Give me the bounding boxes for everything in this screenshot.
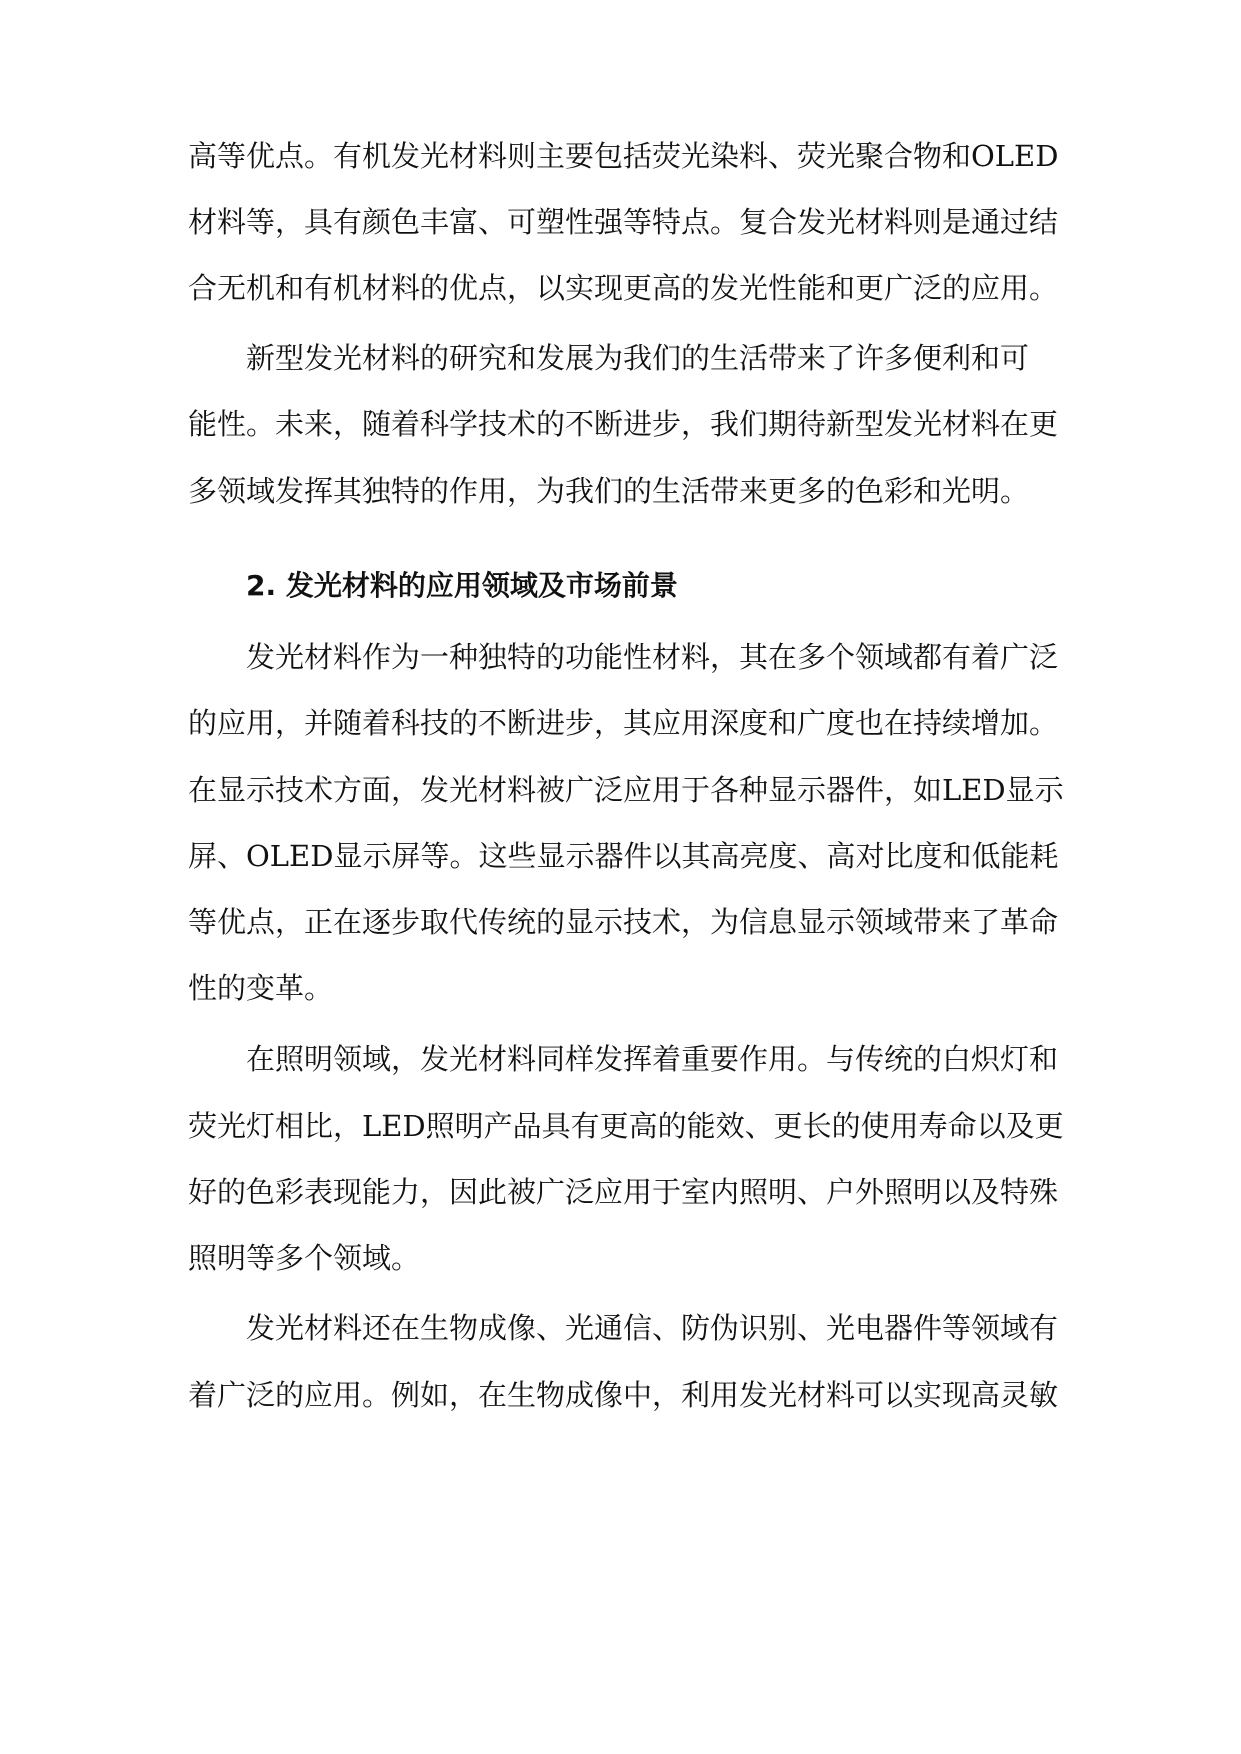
text-line: 的应用，并随着科技的不断进步，其应用深度和广度也在持续增加。 bbox=[188, 706, 1059, 740]
text-line: 着广泛的应用。例如，在生物成像中，利用发光材料可以实现高灵敏 bbox=[188, 1378, 1059, 1412]
section-heading: 2. 发光材料的应用领域及市场前景 bbox=[246, 569, 678, 602]
text-line: 材料等，具有颜色丰富、可塑性强等特点。复合发光材料则是通过结 bbox=[188, 205, 1059, 239]
text-line: 屏、OLED显示屏等。这些显示器件以其高亮度、高对比度和低能耗 bbox=[188, 839, 1059, 873]
text-line: 新型发光材料的研究和发展为我们的生活带来了许多便利和可 bbox=[246, 341, 1030, 375]
text-line: 荧光灯相比，LED照明产品具有更高的能效、更长的使用寿命以及更 bbox=[188, 1109, 1064, 1143]
text-line: 高等优点。有机发光材料则主要包括荧光染料、荧光聚合物和OLED bbox=[188, 139, 1059, 173]
text-line: 照明等多个领域。 bbox=[188, 1241, 421, 1275]
text-line: 性的变革。 bbox=[188, 971, 334, 1005]
text-line: 多领域发挥其独特的作用，为我们的生活带来更多的色彩和光明。 bbox=[188, 474, 1030, 508]
text-line: 合无机和有机材料的优点，以实现更高的发光性能和更广泛的应用。 bbox=[188, 271, 1059, 305]
text-line: 好的色彩表现能力，因此被广泛应用于室内照明、户外照明以及特殊 bbox=[188, 1175, 1059, 1209]
text-line: 在照明领域，发光材料同样发挥着重要作用。与传统的白炽灯和 bbox=[246, 1042, 1059, 1076]
text-line: 等优点，正在逐步取代传统的显示技术，为信息显示领域带来了革命 bbox=[188, 905, 1059, 939]
text-line: 发光材料还在生物成像、光通信、防伪识别、光电器件等领域有 bbox=[246, 1311, 1059, 1345]
text-line: 能性。未来，随着科学技术的不断进步，我们期待新型发光材料在更 bbox=[188, 407, 1059, 441]
text-line: 发光材料作为一种独特的功能性材料，其在多个领域都有着广泛 bbox=[246, 640, 1059, 674]
text-line: 在显示技术方面，发光材料被广泛应用于各种显示器件，如LED显示 bbox=[188, 773, 1064, 807]
